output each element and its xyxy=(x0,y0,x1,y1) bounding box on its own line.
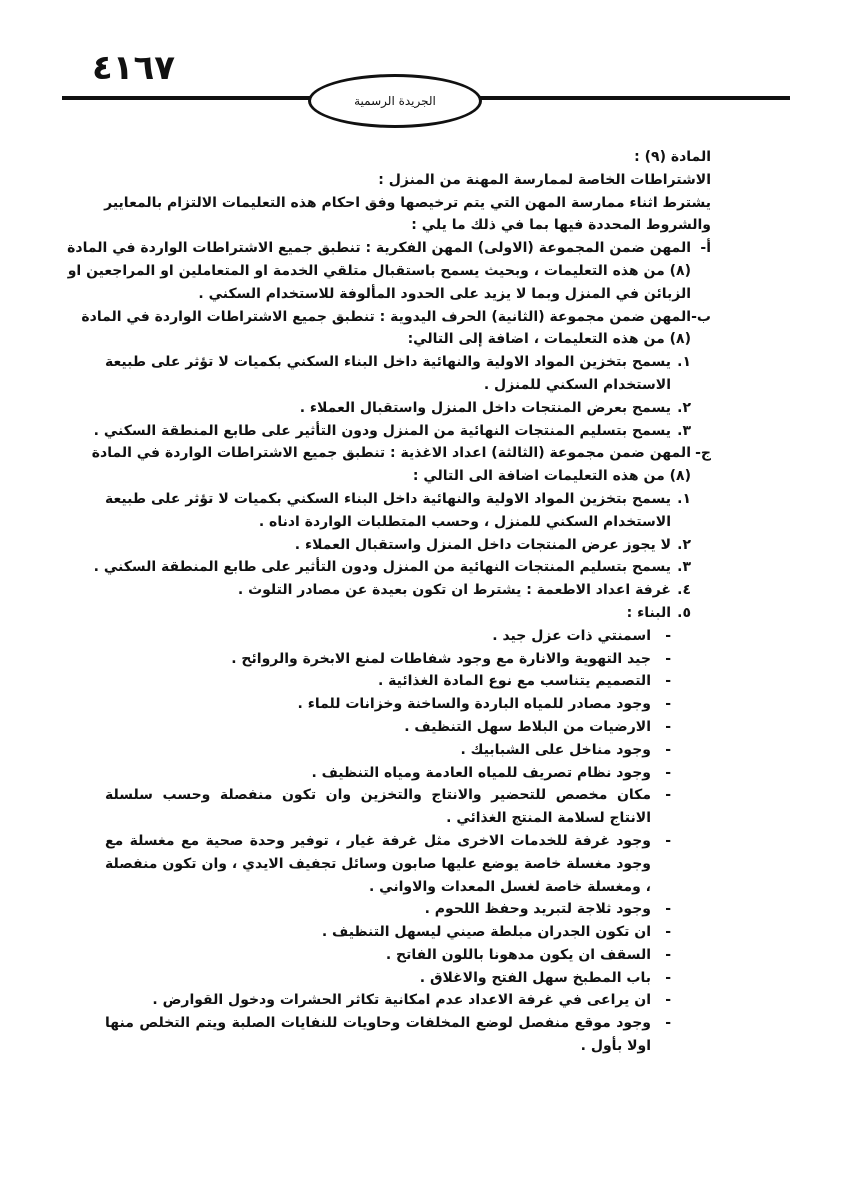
line-text: غرفة اعداد الاطعمة : يشترط ان تكون بعيدة عن مصادر التلوث . xyxy=(237,582,671,599)
line-text: اولا بأول . xyxy=(580,1038,651,1055)
item-label: أ- xyxy=(700,240,711,257)
bullet-dash: - xyxy=(665,696,671,713)
line-text: الانتاج لسلامة المنتج الغذائي . xyxy=(446,810,651,827)
text-line xyxy=(105,579,711,602)
item-label: ب- xyxy=(691,308,711,325)
line-text: الارضيات من البلاط سهل التنظيف . xyxy=(404,718,651,735)
text-line xyxy=(105,648,711,671)
text-line xyxy=(105,511,711,534)
text-line xyxy=(93,420,711,443)
line-text: التصميم يتناسب مع نوع المادة الغذائية . xyxy=(377,673,651,690)
line-text: المهن ضمن مجموعة (الثالثة) اعداد الاغذية : تنطبق جميع الاشتراطات الواردة في المادة xyxy=(91,445,691,462)
text-line xyxy=(105,465,711,488)
line-text: الاشتراطات الخاصة لممارسة المهنة من المنزل : xyxy=(378,171,711,188)
text-line xyxy=(105,625,711,648)
line-text: وجود ثلاجة لتبريد وحفظ اللحوم . xyxy=(424,901,651,918)
line-text: الاستخدام السكني للمنزل . xyxy=(483,376,671,393)
text-line xyxy=(105,1012,711,1035)
text-line xyxy=(105,488,711,511)
bullet-dash: - xyxy=(665,924,671,941)
line-text: ، ومغسلة خاصة لغسل المعدات والاواني . xyxy=(368,878,651,895)
text-line xyxy=(105,762,711,785)
text-line xyxy=(105,534,711,557)
text-line xyxy=(105,169,711,192)
text-line xyxy=(67,237,711,260)
bullet-dash: - xyxy=(665,1015,671,1032)
line-text: (٨) من هذه التعليمات ، وبحيث يسمح باستقبال متلقي الخدمة او المتعاملين او المراجعين او xyxy=(67,262,691,279)
text-line xyxy=(91,442,711,465)
line-text: وجود مناخل على الشبابيك . xyxy=(460,741,651,758)
line-text: يسمح بتخزين المواد الاولية والنهائية داخل البناء السكني بكميات لا تؤثر على طبيعة xyxy=(105,490,671,507)
item-label: ج- xyxy=(695,445,711,462)
line-text: السقف ان يكون مدهونا باللون الفاتح . xyxy=(385,946,651,963)
text-line xyxy=(105,214,711,237)
line-text: المادة (٩) : xyxy=(634,149,711,165)
bullet-dash: - xyxy=(665,764,671,781)
line-text: الاستخدام السكني للمنزل ، وحسب المتطلبات الواردة ادناه . xyxy=(258,513,671,530)
bullet-dash: - xyxy=(665,832,671,849)
item-label: ٣. xyxy=(677,559,691,576)
text-line xyxy=(105,192,711,215)
text-line xyxy=(105,146,711,169)
bullet-dash: - xyxy=(665,969,671,986)
text-line xyxy=(105,944,711,967)
text-line xyxy=(105,739,711,762)
text-line xyxy=(93,556,711,579)
text-line xyxy=(67,260,711,283)
line-text: البناء : xyxy=(626,604,671,621)
text-line xyxy=(105,989,711,1012)
text-line xyxy=(105,1035,711,1058)
line-text: المهن ضمن المجموعة (الاولى) المهن الفكرية : تنطبق جميع الاشتراطات الواردة في المادة xyxy=(67,240,691,257)
line-text: يسمح بتسليم المنتجات النهائية من المنزل ودون التأثير على طابع المنطقة السكني . xyxy=(93,422,671,439)
line-text: جيد التهوية والانارة مع وجود شفاطات لمنع الابخرة والروائح . xyxy=(231,650,651,667)
line-text: مكان مخصص للتحضير والانتاج والتخزين وان تكون منفصلة وحسب سلسلة xyxy=(105,787,651,804)
bullet-dash: - xyxy=(665,627,671,644)
text-line xyxy=(105,967,711,990)
text-line xyxy=(105,670,711,693)
bullet-dash: - xyxy=(665,787,671,804)
text-line xyxy=(105,830,711,853)
item-label: ٢. xyxy=(677,399,691,416)
text-line xyxy=(105,397,711,420)
text-line xyxy=(105,898,711,921)
line-text: ان تكون الجدران مبلطة صيني ليسهل التنظيف . xyxy=(321,924,651,941)
bullet-dash: - xyxy=(665,992,671,1009)
item-label: ١. xyxy=(677,354,691,371)
line-text: وجود مغسلة خاصة يوضع عليها صابون وسائل تجفيف الايدي ، وان تكون منفصلة xyxy=(105,855,651,872)
text-line xyxy=(105,602,711,625)
line-text: وجود موقع منفصل لوضع المخلفات وحاويات للنفايات الصلبة ويتم التخلص منها xyxy=(105,1015,651,1032)
text-line xyxy=(105,283,711,306)
line-text: باب المطبخ سهل الفتح والاغلاق . xyxy=(419,969,651,986)
bullet-dash: - xyxy=(665,946,671,963)
line-text: الزبائن في المنزل وبما لا يزيد على الحدود المألوفة للاستخدام السكني . xyxy=(198,285,691,302)
line-text: وجود نظام تصريف للمياه العادمة ومياه التنظيف . xyxy=(311,764,651,781)
text-line xyxy=(81,306,711,329)
item-label: ٣. xyxy=(677,422,691,439)
text-line xyxy=(105,693,711,716)
text-line xyxy=(105,716,711,739)
page-number: ٤١٦٧ xyxy=(92,48,176,88)
bullet-dash: - xyxy=(665,673,671,690)
line-text: يسمح بتخزين المواد الاولية والنهائية داخل البناء السكني بكميات لا تؤثر على طبيعة xyxy=(105,354,671,371)
line-text: المهن ضمن مجموعة (الثانية) الحرف اليدوية : تنطبق جميع الاشتراطات الواردة في المادة xyxy=(81,308,691,325)
line-text: والشروط المحددة فيها بما في ذلك ما يلي : xyxy=(411,217,711,234)
line-text: وجود مصادر للمياه الباردة والساخنة وخزانات للماء . xyxy=(297,696,651,713)
bullet-dash: - xyxy=(665,901,671,918)
line-text: (٨) من هذه التعليمات اضافة الى التالي : xyxy=(412,468,691,485)
publication-title: الجريدة الرسمية xyxy=(354,94,436,108)
document-body xyxy=(67,146,711,1058)
bullet-dash: - xyxy=(665,650,671,667)
text-line xyxy=(105,784,711,807)
text-line xyxy=(105,921,711,944)
item-label: ٢. xyxy=(677,536,691,553)
bullet-dash: - xyxy=(665,718,671,735)
item-label: ١. xyxy=(677,490,691,507)
text-line xyxy=(105,876,711,899)
line-text: يسمح بتسليم المنتجات النهائية من المنزل ودون التأثير على طابع المنطقة السكني . xyxy=(93,559,671,576)
line-text: ان يراعى في غرفة الاعداد عدم امكانية تكاثر الحشرات ودخول القوارض . xyxy=(152,992,651,1009)
line-text: وجود غرفة للخدمات الاخرى مثل غرفة غيار ، توفير وحدة صحية مع مغسلة مع xyxy=(105,832,651,849)
line-text: (٨) من هذه التعليمات ، اضافة إلى التالي: xyxy=(407,331,691,348)
text-line xyxy=(105,807,711,830)
line-text: اسمنتي ذات عزل جيد . xyxy=(492,627,651,644)
item-label: ٥. xyxy=(677,604,691,621)
line-text: لا يجوز عرض المنتجات داخل المنزل واستقبال العملاء . xyxy=(294,536,671,553)
publication-oval xyxy=(308,74,482,128)
item-label: ٤. xyxy=(677,582,691,599)
text-line xyxy=(105,351,711,374)
bullet-dash: - xyxy=(665,741,671,758)
line-text: يشترط اثناء ممارسة المهن التي يتم ترخيصها وفق احكام هذه التعليمات الالتزام بالمعايير xyxy=(104,194,711,211)
text-line xyxy=(105,853,711,876)
line-text: يسمح بعرض المنتجات داخل المنزل واستقبال العملاء . xyxy=(299,399,671,416)
text-line xyxy=(105,328,711,351)
text-line xyxy=(105,374,711,397)
